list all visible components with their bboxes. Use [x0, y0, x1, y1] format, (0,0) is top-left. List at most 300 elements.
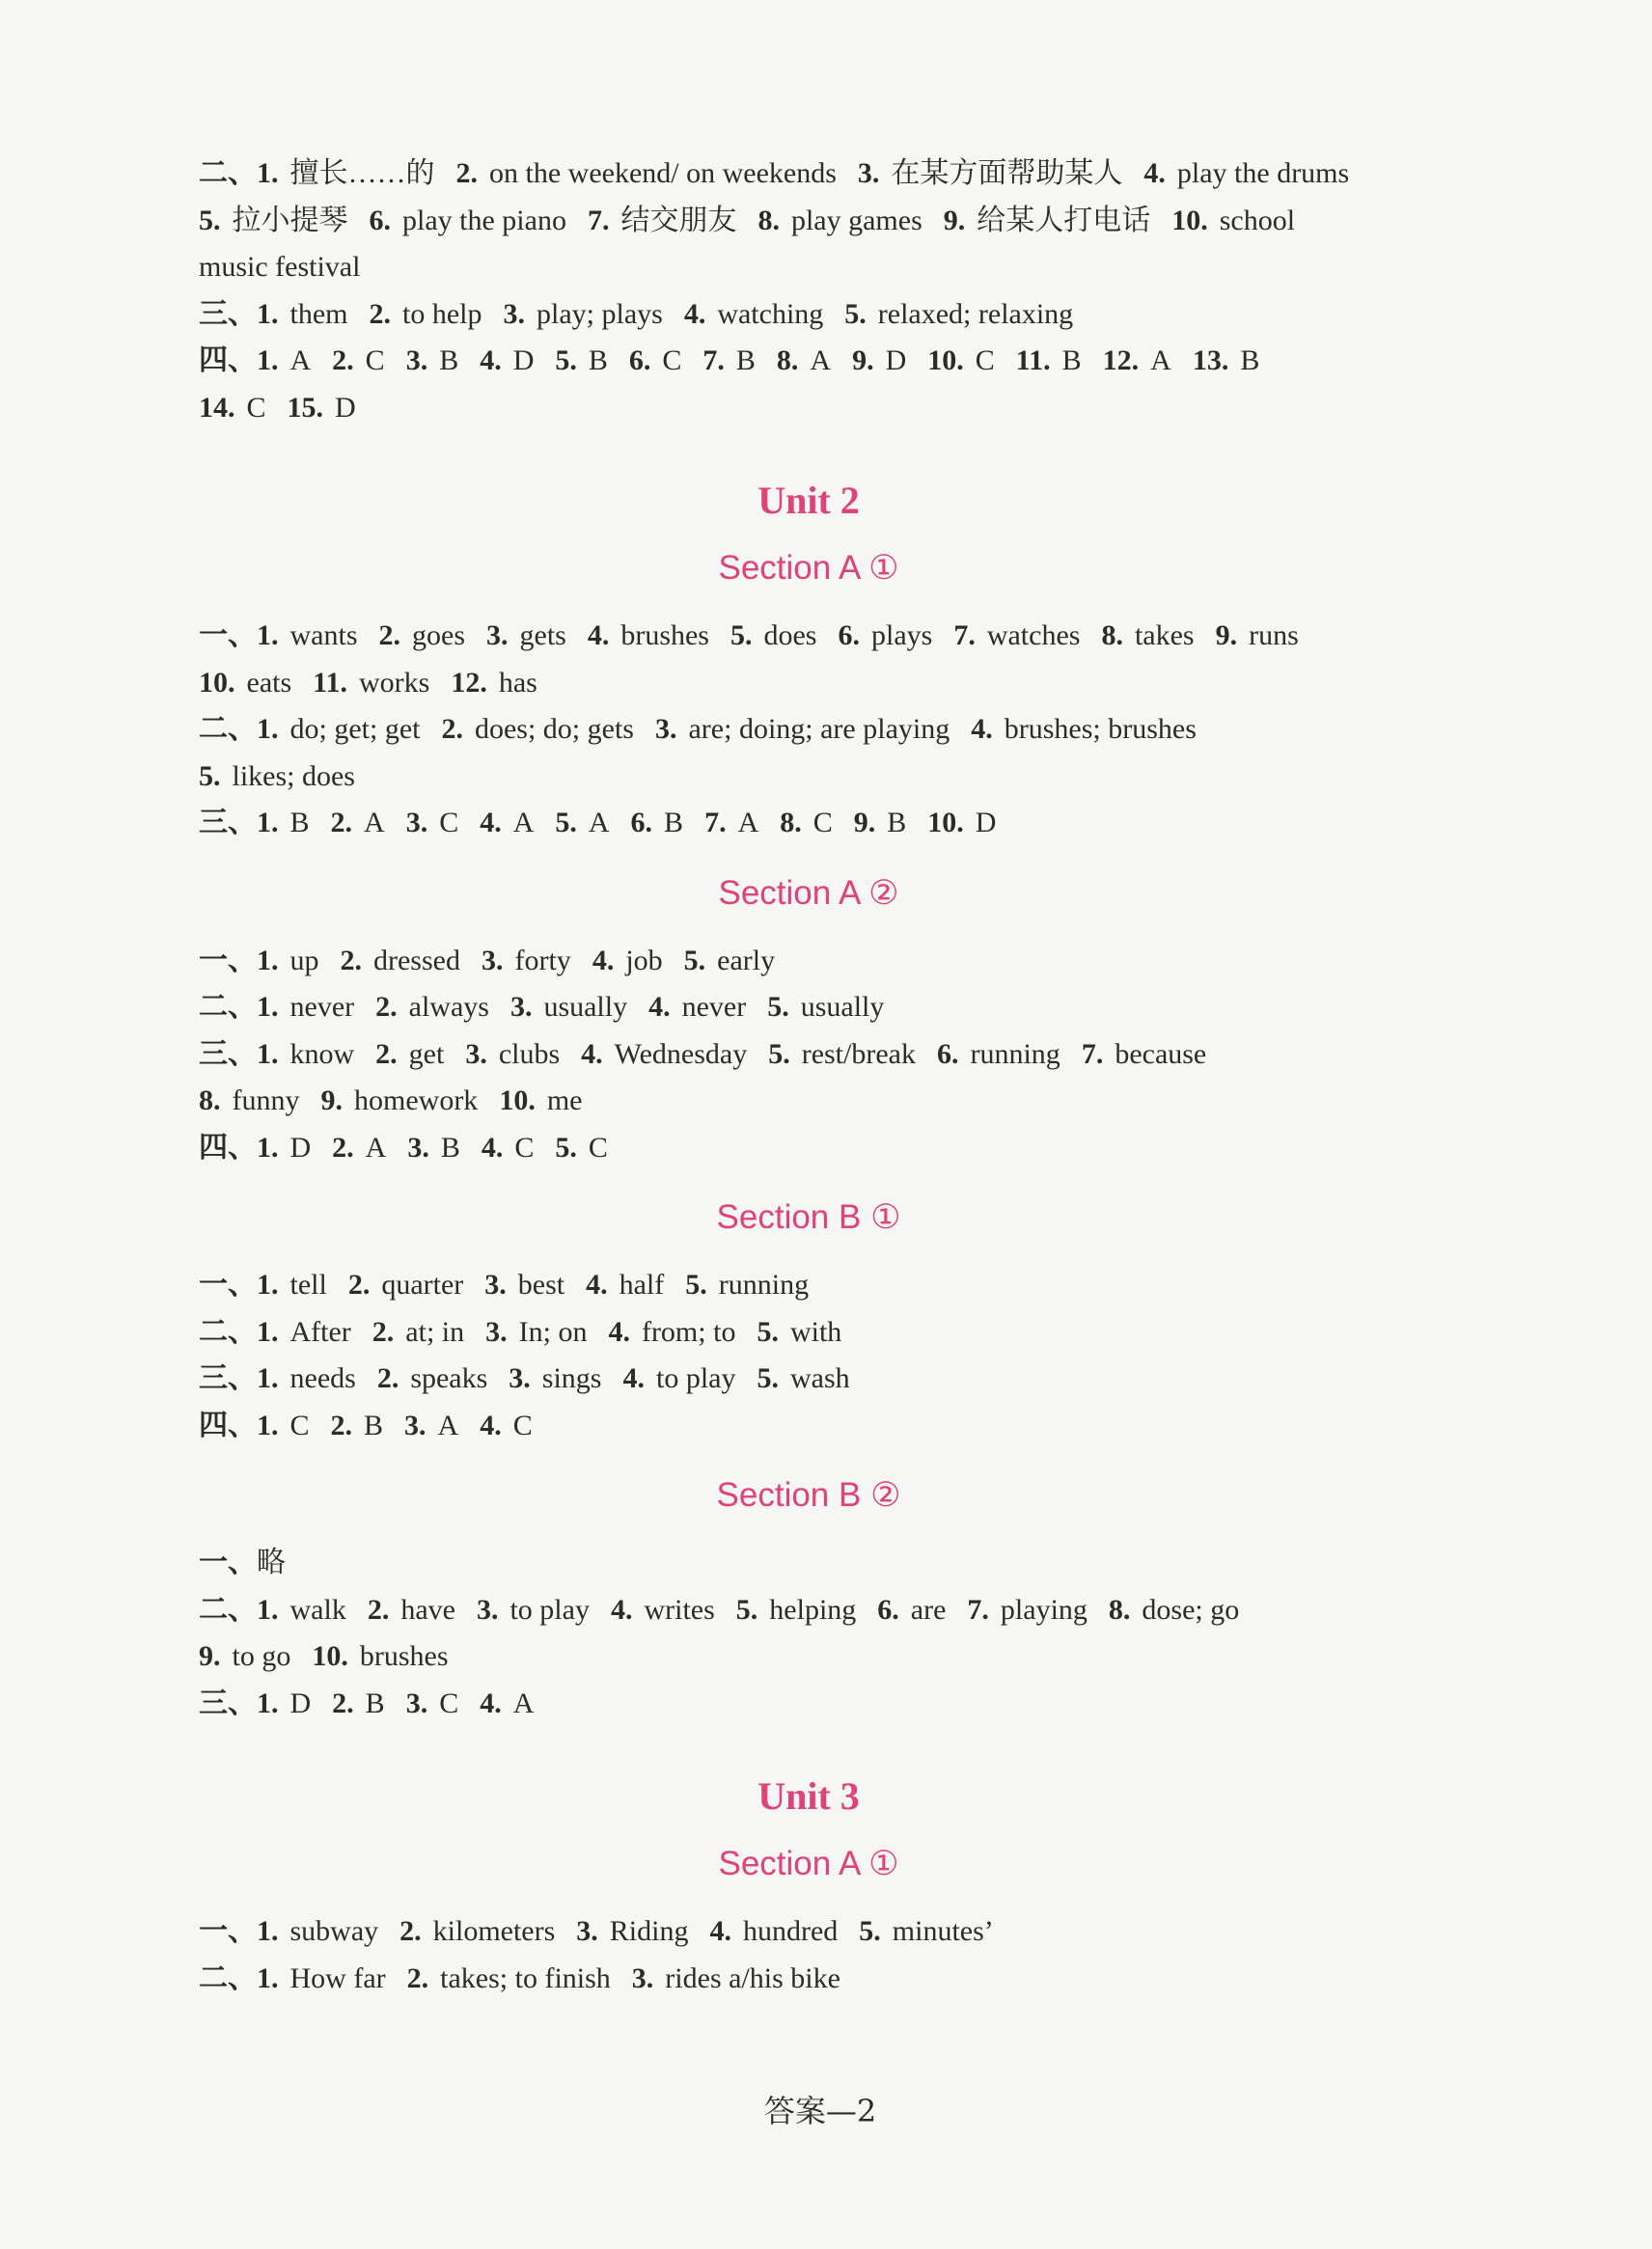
answer-number: 2. [399, 1915, 422, 1947]
section-title: Section A ② [718, 873, 899, 912]
answer-number: 10. [927, 807, 964, 838]
question-group-label: 四、 [199, 1409, 257, 1441]
answer-text: D [335, 391, 356, 424]
answer-item [451, 667, 537, 699]
answer-text: never [289, 991, 355, 1023]
answer-text: writes [644, 1593, 715, 1626]
answer-text: clubs [498, 1037, 561, 1070]
answer-number: 12. [451, 666, 487, 699]
answer-item [971, 713, 1197, 745]
answer-text: 结交朋友 [620, 204, 737, 236]
answer-number: 5. [768, 1037, 790, 1070]
answer-item [407, 1132, 460, 1164]
answer-text: relaxed; relaxing [877, 297, 1074, 330]
answer-item [608, 1316, 735, 1348]
answer-text: C [662, 344, 682, 376]
answer-text: goes [412, 619, 465, 651]
answer-number: 4. [709, 1915, 731, 1947]
answer-text: wants [289, 619, 358, 651]
answer-item [375, 991, 489, 1023]
answer-text: B [440, 1131, 460, 1164]
answer-text: does [763, 619, 817, 651]
answer-item [480, 1687, 534, 1719]
answer-number: 3. [631, 1961, 654, 1994]
question-group-label: 二、 [199, 1593, 257, 1626]
answer-number: 10. [199, 666, 235, 699]
answer-number: 4. [480, 1409, 502, 1441]
answer-item [257, 1269, 327, 1301]
answer-number: 9. [1215, 619, 1238, 651]
answer-number: 2. [369, 297, 391, 330]
answer-text: never [681, 991, 747, 1023]
answer-number: 2. [340, 944, 362, 976]
answer-number: 14. [199, 391, 235, 424]
answer-item [406, 1687, 459, 1719]
answer-item [504, 298, 663, 330]
question-group-label: 三、 [199, 1687, 257, 1719]
answer-text: 略 [257, 1547, 286, 1578]
answer-item [257, 1038, 354, 1070]
question-group-label: 一、 [199, 944, 257, 976]
answer-text: brushes; brushes [1004, 713, 1197, 745]
answer-item [655, 713, 950, 745]
question-group-label: 四、 [199, 344, 257, 376]
answer-item [844, 298, 1073, 330]
answer-number: 5. [555, 1131, 577, 1164]
answer-number: 4. [587, 619, 610, 651]
answer-item [611, 1594, 715, 1626]
answer-text: takes; to finish [440, 1961, 611, 1994]
answer-number: 3. [407, 1131, 429, 1164]
answer-text: In; on [518, 1315, 588, 1348]
answer-text: takes [1134, 619, 1195, 651]
answer-number: 2. [378, 619, 400, 651]
answer-item [257, 1132, 311, 1164]
answer-number: 6. [369, 204, 391, 236]
question-group-label: 二、 [199, 713, 257, 745]
answer-line [199, 385, 1473, 432]
answer-text: early [717, 944, 776, 976]
answer-text: B [365, 1687, 385, 1719]
answer-item [407, 1962, 611, 1994]
answer-text: A [437, 1409, 459, 1441]
answer-text: D [289, 1687, 312, 1719]
answer-item [465, 1038, 560, 1070]
answer-text: running [970, 1037, 1060, 1070]
answer-number: 1. [257, 297, 279, 330]
answer-item [199, 760, 355, 792]
answer-item [406, 807, 459, 838]
answer-item [838, 619, 932, 651]
answer-line [199, 1125, 1473, 1172]
answer-number: 3. [509, 1362, 531, 1394]
answer-item [257, 1316, 351, 1348]
answer-number: 1. [257, 713, 279, 745]
answer-text: 拉小提琴 [232, 204, 348, 236]
answer-text: B [1240, 344, 1260, 376]
answer-item [485, 1316, 587, 1348]
answer-text: After [289, 1315, 351, 1348]
answer-text: wash [789, 1362, 850, 1394]
answer-item [953, 619, 1080, 651]
answer-text: are [910, 1593, 947, 1626]
answer-number: 4. [581, 1037, 603, 1070]
answer-item [1193, 344, 1260, 376]
answer-item [312, 1640, 448, 1672]
answer-item [257, 1362, 356, 1394]
answer-item [576, 1915, 688, 1947]
answer-item [944, 205, 1151, 236]
answer-item [199, 251, 360, 283]
answer-text: rides a/his bike [665, 1961, 840, 1994]
answer-text: play the drums [1176, 157, 1350, 189]
answer-item [730, 619, 817, 651]
answer-line [199, 1587, 1473, 1634]
answer-number: 1. [257, 1315, 279, 1348]
answer-item [406, 344, 459, 376]
answer-text: play; plays [537, 297, 663, 330]
answer-item [332, 344, 385, 376]
answer-number: 10. [1171, 204, 1208, 236]
answer-text: 给某人打电话 [977, 204, 1151, 236]
answer-content [199, 151, 1473, 2002]
answer-line [199, 1031, 1473, 1079]
answer-number: 5. [735, 1593, 758, 1626]
answer-item [1109, 1594, 1239, 1626]
answer-item [199, 1084, 300, 1116]
answer-text: C [289, 1409, 310, 1441]
answer-number: 9. [853, 807, 876, 838]
answer-line [199, 1403, 1473, 1450]
answer-number: 6. [877, 1593, 899, 1626]
answer-item [1143, 157, 1349, 189]
answer-item [1082, 1038, 1206, 1070]
answer-item [777, 344, 831, 376]
answer-item [757, 1316, 841, 1348]
question-group-label: 二、 [199, 1961, 257, 1994]
answer-number: 3. [484, 1269, 507, 1301]
answer-item [257, 1687, 311, 1719]
question-group-label: 二、 [199, 991, 257, 1023]
answer-item [257, 1915, 378, 1947]
answer-number: 7. [587, 204, 610, 236]
answer-item [199, 667, 291, 699]
answer-item [1171, 205, 1295, 236]
answer-number: 5. [730, 619, 753, 651]
answer-text: 在某方面帮助某人 [891, 157, 1123, 189]
answer-number: 1. [257, 1961, 279, 1994]
answer-number: 15. [287, 391, 324, 424]
answer-line [199, 754, 1473, 801]
question-group-label: 二、 [199, 157, 257, 189]
answer-line [199, 338, 1473, 385]
question-group-label: 一、 [199, 619, 257, 651]
answer-item [477, 1594, 590, 1626]
answer-text: kilometers [432, 1915, 556, 1947]
answer-text: best [517, 1269, 565, 1301]
answer-number: 6. [838, 619, 860, 651]
answer-number: 11. [1015, 344, 1051, 376]
answer-text: walk [289, 1593, 346, 1626]
answer-item [1101, 619, 1194, 651]
answer-text: watching [717, 297, 824, 330]
answer-item [257, 1594, 346, 1626]
answer-item [257, 1547, 286, 1578]
answer-item [586, 1269, 664, 1301]
answer-number: 3. [405, 1687, 428, 1719]
answer-number: 2. [347, 1269, 371, 1301]
answer-text: brushes [620, 619, 709, 651]
answer-item [379, 619, 466, 651]
answer-line [199, 1309, 1473, 1357]
answer-item [331, 1410, 384, 1441]
answer-item [257, 298, 348, 330]
answer-item [348, 1269, 463, 1301]
answer-item [332, 1132, 386, 1164]
answer-number: 2. [332, 1131, 354, 1164]
answer-text: brushes [359, 1640, 449, 1672]
answer-number: 4. [586, 1269, 608, 1301]
answer-number: 4. [648, 991, 671, 1023]
answer-number: 10. [499, 1084, 536, 1116]
answer-text: 擅长……的 [289, 157, 435, 189]
answer-number: 7. [967, 1593, 989, 1626]
answer-item [780, 807, 833, 838]
answer-text: rest/break [801, 1037, 916, 1070]
answer-text: does; do; gets [474, 713, 634, 745]
answer-item [257, 157, 435, 189]
answer-number: 2. [332, 1687, 354, 1719]
answer-item [257, 945, 319, 976]
answer-item [685, 1269, 809, 1301]
answer-text: Wednesday [614, 1037, 748, 1070]
answer-text: C [439, 807, 459, 838]
answer-number: 4. [608, 1315, 630, 1348]
answer-item [631, 807, 684, 838]
answer-line [199, 800, 1473, 847]
answer-number: 1. [257, 1687, 279, 1719]
answer-number: 3. [405, 344, 428, 376]
answer-text: up [289, 944, 319, 976]
answer-number: 3. [476, 1593, 499, 1626]
answer-text: C [512, 1409, 533, 1441]
answer-text: D [289, 1131, 312, 1164]
answer-item [757, 1362, 849, 1394]
answer-item [852, 344, 906, 376]
answer-text: forty [514, 944, 571, 976]
answer-item [768, 1038, 916, 1070]
answer-line [199, 613, 1473, 660]
answer-item [484, 1269, 564, 1301]
answer-number: 1. [257, 157, 279, 189]
answer-text: job [625, 944, 663, 976]
answer-line [199, 706, 1473, 754]
question-group-label: 三、 [199, 297, 257, 330]
answer-number: 3. [485, 1315, 508, 1348]
answer-item [257, 344, 311, 376]
answer-item [332, 1687, 385, 1719]
answer-line [199, 1356, 1473, 1403]
question-group-label: 三、 [199, 1037, 257, 1070]
answer-number: 3. [481, 944, 504, 976]
answer-item [858, 157, 1123, 189]
answer-number: 2. [332, 344, 354, 376]
answer-text: to go [232, 1640, 291, 1672]
answer-number: 7. [1081, 1037, 1104, 1070]
answer-text: B [439, 344, 459, 376]
answer-item [482, 945, 571, 976]
answer-text: Riding [609, 1915, 689, 1947]
answer-item [592, 945, 663, 976]
answer-text: minutes’ [892, 1915, 994, 1947]
answer-item [399, 1915, 555, 1947]
answer-number: 2. [375, 991, 398, 1023]
question-group-label: 一、 [199, 1915, 257, 1947]
answer-item [321, 1084, 479, 1116]
answer-line [199, 1956, 1473, 2003]
answer-number: 1. [257, 1362, 279, 1394]
answer-number: 9. [852, 344, 874, 376]
answer-number: 1. [257, 1037, 279, 1070]
answer-text: has [498, 666, 537, 699]
answer-text: them [289, 297, 348, 330]
answer-text: playing [1000, 1593, 1088, 1626]
answer-text: always [408, 991, 489, 1023]
answer-item [967, 1594, 1088, 1626]
answer-item [486, 619, 566, 651]
answer-number: 1. [257, 1915, 279, 1947]
answer-item [581, 1038, 747, 1070]
answer-number: 2. [455, 157, 478, 189]
answer-item [257, 807, 310, 838]
answer-text: gets [519, 619, 566, 651]
answer-text: play games [790, 204, 922, 236]
answer-text: D [975, 807, 997, 838]
answer-number: 2. [375, 1037, 398, 1070]
answer-text: half [619, 1269, 665, 1301]
answer-text: to play [655, 1362, 736, 1394]
answer-item [404, 1410, 458, 1441]
answer-text: eats [246, 666, 292, 699]
answer-item [854, 807, 907, 838]
answer-number: 10. [312, 1640, 348, 1672]
answer-number: 7. [702, 344, 725, 376]
answer-item [510, 991, 627, 1023]
answer-text: A [810, 344, 832, 376]
answer-line [199, 244, 1473, 291]
answer-item [480, 344, 534, 376]
answer-text: are; doing; are playing [688, 713, 950, 745]
answer-text: dressed [373, 944, 460, 976]
answer-number: 3. [509, 991, 533, 1023]
answer-text: C [365, 344, 385, 376]
answer-line [199, 198, 1473, 245]
answer-number: 3. [465, 1037, 487, 1070]
answer-number: 2. [367, 1593, 390, 1626]
answer-text: usually [800, 991, 885, 1023]
answer-text: on the weekend/ on weekends [489, 157, 837, 189]
question-group-label: 二、 [199, 1315, 257, 1348]
answer-item [767, 991, 884, 1023]
answer-item [199, 1640, 290, 1672]
answer-text: B [735, 344, 756, 376]
answer-line [199, 291, 1473, 339]
question-group-label: 三、 [199, 1362, 257, 1394]
answer-text: have [400, 1593, 455, 1626]
answer-text: speaks [410, 1362, 488, 1394]
answer-line [199, 938, 1473, 985]
answer-text: plays [870, 619, 933, 651]
answer-text: A [737, 807, 759, 838]
answer-item [555, 807, 609, 838]
unit-title: Unit 3 [757, 1774, 860, 1818]
answer-number: 8. [776, 344, 799, 376]
answer-number: 8. [199, 1084, 221, 1116]
answer-item [257, 1962, 386, 1994]
answer-item [480, 1410, 533, 1441]
answer-item [370, 298, 482, 330]
answer-item [622, 1362, 735, 1394]
answer-number: 4. [592, 944, 615, 976]
answer-number: 4. [480, 344, 502, 376]
section-title: Section A ① [718, 549, 899, 587]
answer-text: know [289, 1037, 355, 1070]
question-group-label: 四、 [199, 1131, 257, 1164]
answer-text: B [664, 807, 684, 838]
answer-number: 3. [654, 713, 677, 745]
answer-number: 1. [257, 991, 279, 1023]
answer-number: 4. [1143, 157, 1166, 189]
answer-item [341, 945, 460, 976]
answer-number: 8. [1108, 1593, 1131, 1626]
answer-text: A [365, 1131, 387, 1164]
answer-item [257, 713, 420, 745]
answer-item [1216, 619, 1299, 651]
answer-item [499, 1084, 582, 1116]
answer-number: 3. [405, 807, 428, 838]
answer-text: because [1115, 1037, 1207, 1070]
answer-line [199, 1681, 1473, 1728]
answer-item [877, 1594, 946, 1626]
answer-number: 3. [486, 619, 509, 651]
answer-number: 1. [257, 1131, 279, 1164]
unit-title: Unit 2 [757, 479, 860, 522]
answer-text: with [789, 1315, 842, 1348]
answer-number: 5. [844, 297, 867, 330]
answer-item [684, 945, 775, 976]
section-title: Section B ② [716, 1476, 901, 1514]
answer-number: 5. [555, 807, 577, 838]
answer-item [377, 1362, 487, 1394]
answer-text: A [364, 807, 385, 838]
answer-line [199, 1633, 1473, 1681]
answer-number: 5. [767, 991, 789, 1023]
answer-number: 1. [257, 619, 279, 651]
answer-text: watches [986, 619, 1081, 651]
answer-text: B [289, 807, 310, 838]
answer-text: B [364, 1409, 384, 1441]
answer-item [441, 713, 634, 745]
answer-number: 2. [406, 1961, 429, 1994]
answer-number: 5. [683, 944, 706, 976]
answer-text: play the piano [402, 204, 566, 236]
answer-number: 2. [330, 807, 353, 838]
answer-item [370, 205, 566, 236]
answer-number: 5. [199, 759, 221, 792]
answer-item [859, 1915, 994, 1947]
answer-number: 12. [1102, 344, 1140, 376]
answer-number: 2. [330, 1409, 353, 1441]
